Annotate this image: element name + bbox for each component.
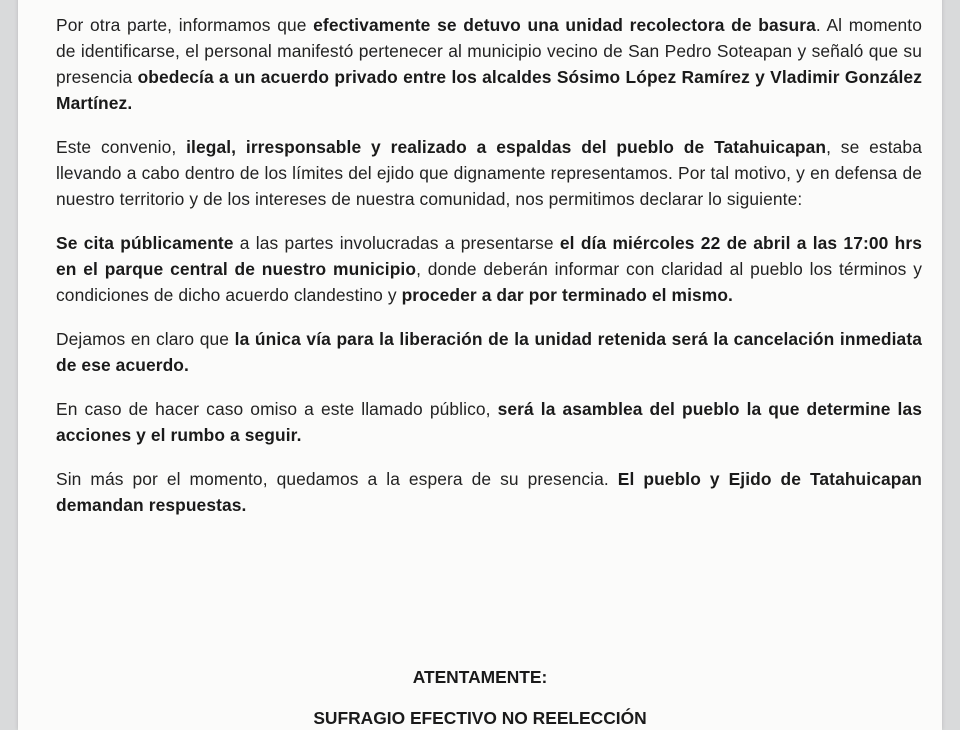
paragraph-closing-remarks <box>56 466 922 518</box>
text-segment: Dejamos en claro que <box>56 329 235 349</box>
bold-text-segment: ilegal, irresponsable y realizado a espaldas del pueblo de Tatahuicapan <box>186 137 827 157</box>
text-segment: En caso de hacer caso omiso a este llamado público, <box>56 399 498 419</box>
text-segment: , donde deberán informar con claridad al pueblo los términos y condiciones de dicho acuerdo clandestino y <box>56 259 922 305</box>
bold-text-segment: el día miércoles 22 de abril a las 17:00 hrs en el parque central de nuestro municipio <box>56 233 922 279</box>
document-body <box>56 12 922 536</box>
text-segment: Por otra parte, informamos que <box>56 15 314 35</box>
motto-line: SUFRAGIO EFECTIVO NO REELECCIÓN <box>313 708 647 728</box>
bold-text-segment: El pueblo y Ejido de Tatahuicapan demandan respuestas. <box>56 469 922 515</box>
closing-salutation: ATENTAMENTE: <box>412 667 548 687</box>
bold-text-segment: obedecía a un acuerdo privado entre los alcaldes Sósimo López Ramírez y Vladimir González Martínez. <box>56 67 922 113</box>
text-segment: Este convenio, <box>56 137 187 157</box>
bold-text-segment: será la asamblea del pueblo la que determine las acciones y el rumbo a seguir. <box>56 399 922 445</box>
text-segment: a las partes involucradas a presentarse <box>233 233 560 253</box>
bold-text-segment: efectivamente se detuvo una unidad recolectora de basura <box>313 15 816 35</box>
paragraph-agreement <box>56 134 922 212</box>
document-page <box>18 0 942 730</box>
paragraph-collection-unit <box>56 12 922 116</box>
paragraph-release-condition <box>56 326 922 378</box>
bold-text-segment: Se cita públicamente <box>56 233 234 253</box>
bold-text-segment: proceder a dar por terminado el mismo. <box>401 285 733 305</box>
bold-text-segment: la única vía para la liberación de la unidad retenida será la cancelación inmediata de ese acuerdo. <box>56 329 922 375</box>
text-segment: , se estaba llevando a cabo dentro de los límites del ejido que dignamente representamos. Por tal motivo, y en defensa de nuestro territorio y de los intereses de nuestra comunidad, nos permitimos declarar lo siguiente: <box>56 137 922 209</box>
paragraph-assembly <box>56 396 922 448</box>
text-segment: . Al momento de identificarse, el personal manifestó pertenecer al municipio vecino de San Pedro Soteapan y señaló que su presencia <box>56 15 922 87</box>
paragraph-public-summons <box>56 230 922 308</box>
text-segment: Sin más por el momento, quedamos a la espera de su presencia. <box>56 469 618 489</box>
